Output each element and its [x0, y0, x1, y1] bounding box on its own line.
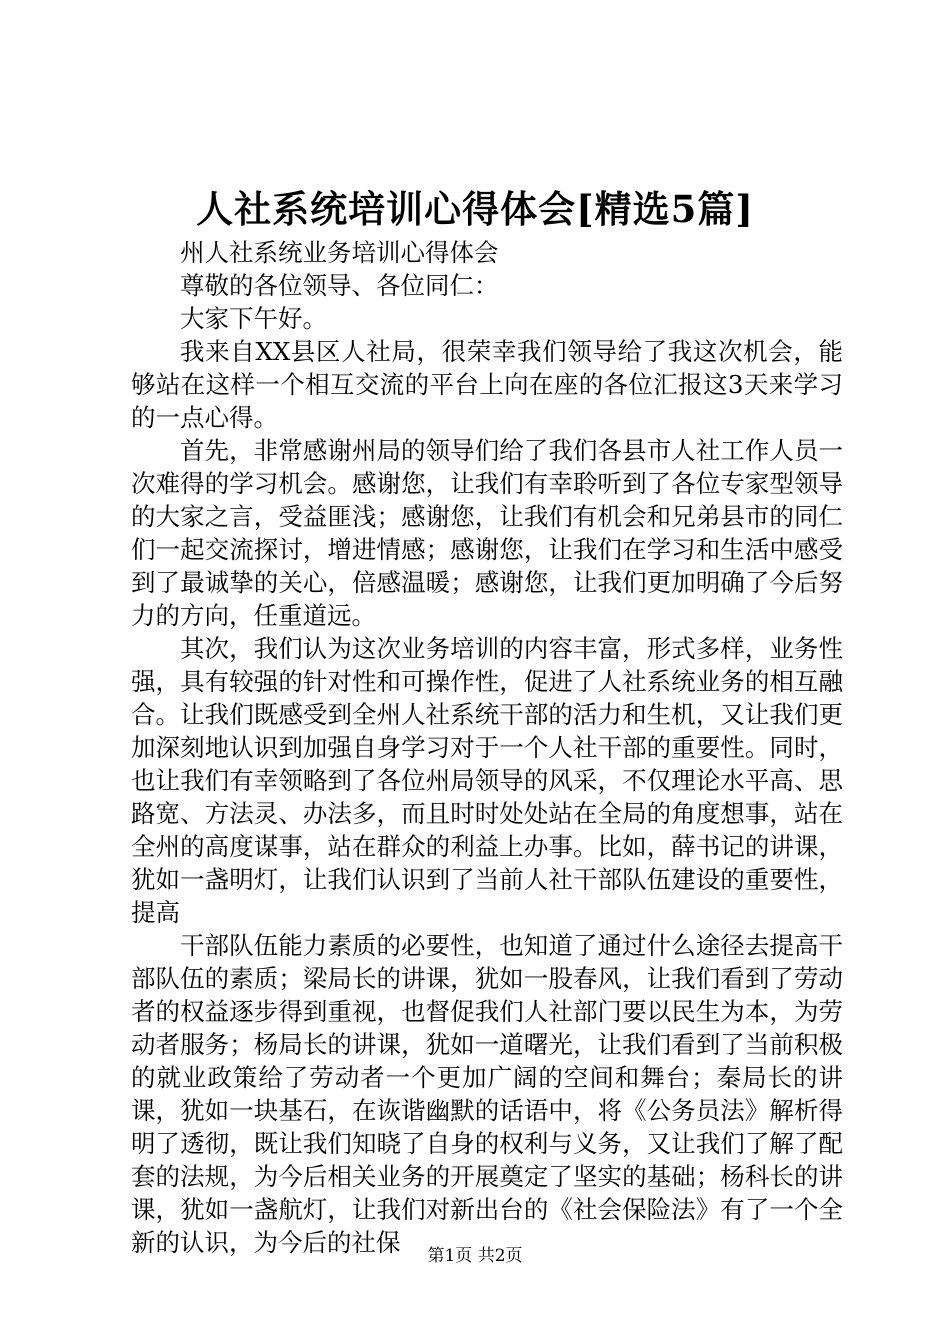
document-title: 人社系统培训心得体会[精选5篇] [196, 187, 754, 231]
paragraph: 尊敬的各位领导、各位同仁： [180, 271, 499, 300]
paragraph: 干部队伍能力素质的必要性，也知道了通过什么途径去提高干部队伍的素质；梁局长的讲课，犹如一股春风，让我们看到了劳动者的权益逐步得到重视，也督促我们人社部门要以民生为本，为劳动者服务；杨局长的讲课，犹如一道曙光，让我们看到了当前积极的就业政策给了劳动者一个更加广阔的空间和舞台；秦局长的讲课，犹如一块基石，在诙谐幽默的话语中，将《公务员法》解析得明了透彻，既让我们知晓了自身的权利与义务，又让我们了解了配套的法规，为今后相关业务的开展奠定了坚实的基础；杨科长的讲课，犹如一盏航灯，让我们对新出台的《社会保险法》有了一个全新的认识，为今后的社保 [131, 931, 843, 1257]
document-body [131, 236, 843, 1259]
paragraph: 州人社系统业务培训心得体会 [180, 238, 499, 267]
paragraph: 首先，非常感谢州局的领导们给了我们各县市人社工作人员一次难得的学习机会。感谢您，让我们有幸聆听到了各位专家型领导的大家之言，受益匪浅；感谢您，让我们有机会和兄弟县市的同仁们一起交流探讨，增进情感；感谢您，让我们在学习和生活中感受到了最诚挚的关心，倍感温暖；感谢您，让我们更加明确了今后努力的方向，任重道远。 [131, 436, 843, 630]
page-number-footer: 第1页 共2页 [427, 1246, 523, 1266]
paragraph: 大家下午好。 [180, 304, 327, 333]
paragraph: 其次，我们认为这次业务培训的内容丰富，形式多样，业务性强，具有较强的针对性和可操作性，促进了人社系统业务的相互融合。让我们既感受到全州人社系统干部的活力和生机，又让我们更加深刻地认识到加强自身学习对于一个人社干部的重要性。同时，也让我们有幸领略到了各位州局领导的风采，不仅理论水平高、思路宽、方法灵、办法多，而且时时处处站在全局的角度想事，站在全州的高度谋事，站在群众的利益上办事。比如，薛书记的讲课，犹如一盏明灯，让我们认识到了当前人社干部队伍建设的重要性，提高 [131, 634, 843, 927]
paragraph: 我来自XX县区人社局，很荣幸我们领导给了我这次机会，能够站在这样一个相互交流的平台上向在座的各位汇报这3天来学习的一点心得。 [131, 337, 843, 432]
